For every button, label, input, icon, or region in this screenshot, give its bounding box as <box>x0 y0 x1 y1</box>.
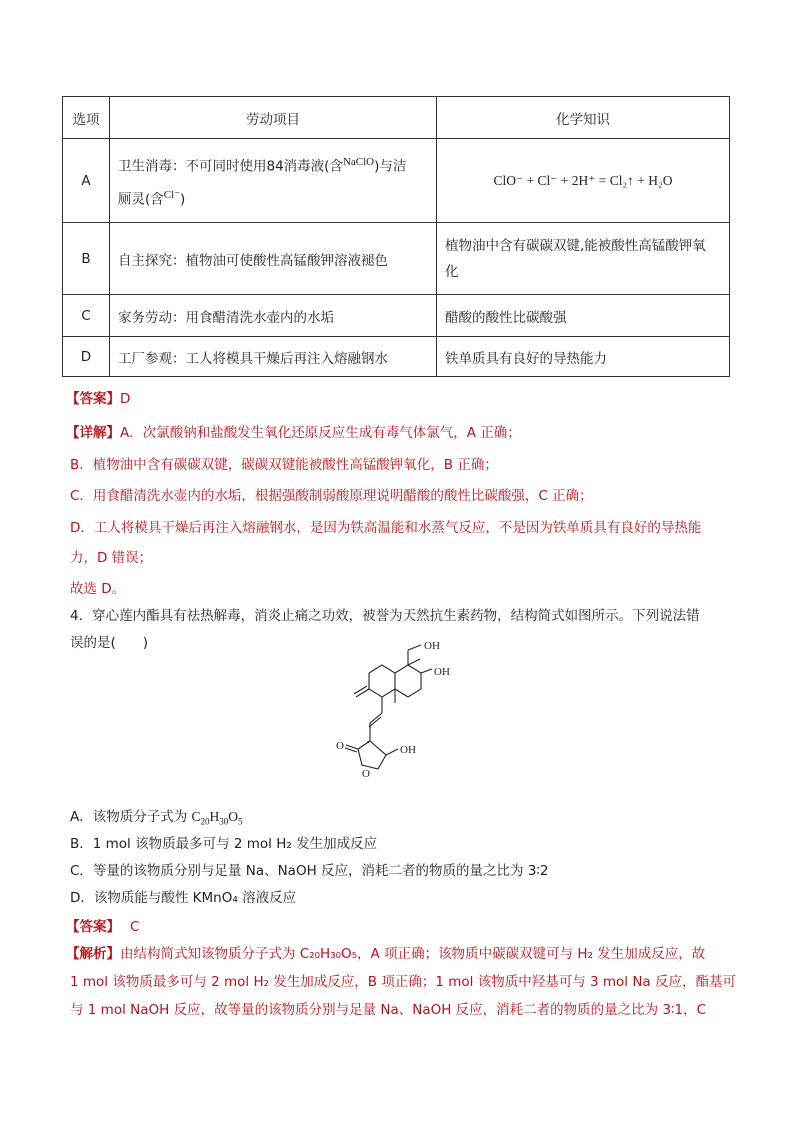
row-knowledge-equation: ClO⁻ + Cl⁻ + 2H⁺ = Cl₂↑ + H₂O <box>437 139 730 223</box>
row-item: 自主探究：植物油可使酸性高锰酸钾溶液褪色 <box>110 223 437 295</box>
analysis-tag: 【解析】 <box>66 946 120 962</box>
answer-tag: 【答案】 <box>66 391 120 407</box>
header-option: 选项 <box>63 97 110 139</box>
row-item: 卫生消毒：不可同时使用84消毒液(含$^{NaClO}$)与洁 厕灵(含$^{Cl^-}$) <box>110 139 437 223</box>
q3-detail-d-line1: D．工人将模具干燥后再注入熔融钢水，是因为铁高温能和水蒸气反应，不是因为铁单质具有良好的导热能 <box>70 520 702 536</box>
q3-detail-a <box>66 421 521 441</box>
q4-stem-line2: 误的是( ) <box>70 635 149 651</box>
row-item: 工厂参观：工人将模具干燥后再注入熔融钢水 <box>110 337 437 377</box>
answer-value: C <box>130 919 140 935</box>
oh-label: OH <box>424 640 440 652</box>
andrographolide-structure <box>336 640 490 797</box>
row-option: C <box>63 295 110 337</box>
q4-analysis-line1 <box>66 942 705 962</box>
analysis-text-1: 由结构简式知该物质分子式为 C₂₀H₃₀O₅，A 项正确；该物质中碳碳双键可与 H₂ 发生加成反应，故 <box>120 946 706 962</box>
header-labor-item: 劳动项目 <box>110 97 437 139</box>
q4-option-d: D．该物质能与酸性 KMnO₄ 溶液反应 <box>70 890 297 906</box>
item-text-end: )与洁 <box>374 158 407 175</box>
row-option: A <box>63 139 110 223</box>
table-header-row <box>63 97 730 139</box>
q3-detail-d-line2: 力，D 错误； <box>70 550 153 566</box>
row-knowledge: 铁单质具有良好的导热能力 <box>437 337 730 377</box>
oh-label: OH <box>400 744 416 756</box>
cl-formula: Cl <box>163 188 175 201</box>
table-row <box>63 295 730 337</box>
q4-stem-line1: 4．穿心莲内酯具有祛热解毒，消炎止痛之功效，被誉为天然抗生素药物，结构简式如图所示。下列说法错 <box>70 608 700 624</box>
options-table <box>62 96 730 377</box>
naclo-formula: NaClO <box>342 156 375 168</box>
q4-analysis-line2: 1 mol 该物质最多可与 2 mol H₂ 发生加成反应，B 项正确；1 mol 该物质中羟基可与 3 mol Na 反应，酯基可 <box>70 974 736 990</box>
knowledge-line-1: 植物油中含有碳碳双键,能被酸性高锰酸钾氧 <box>445 237 706 254</box>
q3-conclusion: 故选 D。 <box>70 581 126 597</box>
table-row <box>63 223 730 295</box>
answer-tag: 【答案】 <box>66 919 120 935</box>
item-text-2-end: ) <box>180 191 186 207</box>
q4-option-c: C．等量的该物质分别与足量 Na、NaOH 反应，消耗二者的物质的量之比为 3∶2 <box>70 863 549 879</box>
q4-option-b: B．1 mol 该物质最多可与 2 mol H₂ 发生加成反应 <box>70 836 378 852</box>
ring-o-label: O <box>362 768 370 780</box>
molecule-bonds <box>345 645 432 769</box>
detail-a-text: A．次氯酸钠和盐酸发生氧化还原反应生成有毒气体氯气，A 正确； <box>120 425 521 441</box>
oh-label: OH <box>434 666 450 678</box>
detail-tag: 【详解】 <box>66 425 120 441</box>
item-text: 卫生消毒：不可同时使用84消毒液(含 <box>118 158 343 175</box>
q4-answer-line <box>66 915 139 935</box>
carbonyl-o-label: O <box>336 740 344 752</box>
row-option: D <box>63 337 110 377</box>
table-row <box>63 139 730 223</box>
q4-analysis-line3: 与 1 mol NaOH 反应，故等量的该物质分别与足量 Na、NaOH 反应，消耗二者的物质的量之比为 3∶1，C <box>70 1002 707 1018</box>
option-a-text: A．该物质分子式为 <box>70 809 192 825</box>
row-knowledge <box>437 223 730 295</box>
q3-detail-b: B．植物油中含有碳碳双键，碳碳双键能被酸性高锰酸钾氧化，B 正确； <box>70 457 498 473</box>
q3-answer-line <box>66 387 130 407</box>
row-item: 家务劳动：用食醋清洗水壶内的水垢 <box>110 295 437 337</box>
row-knowledge: 醋酸的酸性比碳酸强 <box>437 295 730 337</box>
item-text-2: 厕灵(含 <box>118 191 164 207</box>
q4-option-a: A．该物质分子式为 $C_{20}H_{30}O_5$ <box>70 809 243 827</box>
row-option: B <box>63 223 110 295</box>
answer-value: D <box>120 391 131 407</box>
table-row <box>63 337 730 377</box>
q3-detail-c: C．用食醋清洗水壶内的水垢，根据强酸制弱酸原理说明醋酸的酸性比碳酸强，C 正确； <box>70 488 593 504</box>
header-chem-knowledge: 化学知识 <box>437 97 730 139</box>
knowledge-line-2: 化 <box>445 263 459 280</box>
